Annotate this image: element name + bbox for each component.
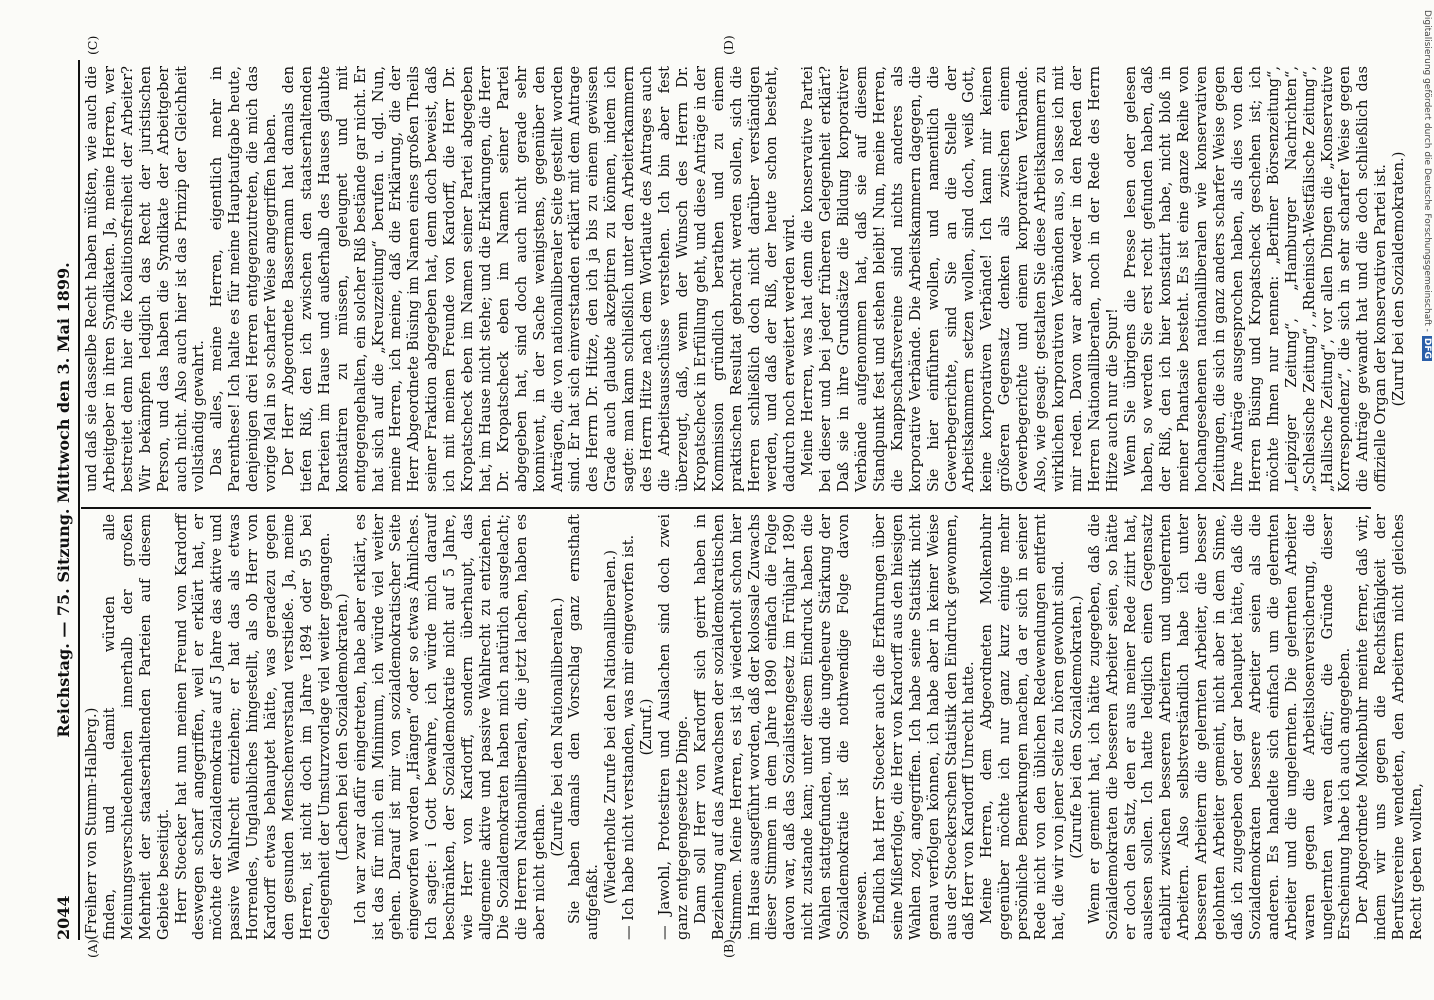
interjection: (Lachen bei den Sozialdemokraten.) bbox=[333, 593, 351, 861]
paragraph: — Jawohl, Protestiren und Auslachen sind doch zwei ganz entgegengesetzte Dinge. bbox=[656, 514, 691, 940]
interjection: (Zuruf bei den Sozialdemokraten.) bbox=[1390, 151, 1408, 407]
running-title: Reichstag. — 75. Sitzung. Mittwoch den 3. Mai 1899. bbox=[54, 262, 73, 738]
dfg-logo: DFG bbox=[1422, 337, 1432, 359]
paragraph: Herr Stoecker hat nun meinen Freund von Kardorff deswegen scharf angegriffen, weil er erklärt hat, er möchte der Sozialdemokratie auf 5 Jahre das aktive und passive Wahlrecht entziehen; er hat das als etwas Horrendes, Unglaubliches hingestellt, als ob Herr von Kardorff etwas behauptet hätte, was geradezu gegen den gesunden Menschenverstand verstieße. Ja, meine Herren, ist nicht doch im Jahre 1894 oder 95 bei Gelegenheit der Umsturzvorlage viel weiter gegangen. bbox=[172, 514, 333, 940]
paragraph: Sie haben damals den Vorschlag ganz ernsthaft aufgefaßt. bbox=[566, 514, 602, 940]
paragraph: — Ich habe nicht verstanden, was mir eingeworfen ist. bbox=[620, 534, 638, 940]
page-number: 2044 bbox=[54, 895, 73, 940]
column-divider bbox=[81, 507, 1371, 509]
paragraph: Wenn er gemeint hat, ich hätte zugegeben, daß die Sozialdemokraten die besseren Arbeiter seien, so hätte er doch den Satz, den er aus meiner Rede zitirt hat, auslesen sollen. Ich hatte lediglich einen Gegensatz etablirt zwischen besseren Arbeitern und ungelernten Arbeitern. Also selbstverständlich habe ich unter besseren Arbeitern die gelernten Arbeiter, die besser gelohnten Arbeiter gemeint, nicht aber in dem Sinne, daß ich zugegeben oder gar behauptet hätte, daß die Sozialdemokraten bessere Arbeiter seien als die anderen. Es handelte sich einfach um die gelernten Arbeiter und die ungelernten. Die gelernten Arbeiter waren gegen die Arbeitslosenversicherung, die ungelernten waren dafür; die Gründe dieser Erscheinung habe ich auch angegeben. bbox=[1085, 514, 1354, 940]
paragraph: Das alles, meine Herren, eigentlich mehr in Parenthese! Ich halte es für meine Hauptaufgabe heute, denjenigen drei Herren entgegenzutreten, die mich das vorige Mal in so scharfer Weise angegriffen haben. bbox=[208, 66, 280, 492]
paragraph: Meine Herren, was hat denn die konservative Partei bei dieser und bei jeder früheren Gelegenheit erklärt? Daß sie in ihre Grundsätze die Bildung korporativer Verbände aufgenommen hat, daß sie auf diesem Standpunkt fest und stehen bleibt! Nun, meine Herren, die Knappschaftsvereine sind nichts anderes als korporative Verbände. Die Arbeitskammern dagegen, die Sie hier einführen wollen, und namentlich die Gewerbegerichte, sind Sie an die Stelle der Arbeitskammern setzen wollen, sind doch, weiß Gott, keine korporativen Verbände! Ich kann mir keinen größeren Gegensatz denken als zwischen einem Gewerbegerichte und einem korporativen Verbande. Also, wie gesagt: gestalten Sie diese Arbeitskammern zu wirklichen korporativen Verbänden aus, so lasse ich mit mir reden. Davon war aber weder in den Reden der Herren Nationalliberalen, noch in der Rede des Herrn Hitze auch nur die Spur! bbox=[799, 66, 1121, 492]
right-column bbox=[83, 66, 1408, 492]
paragraph: Wenn Sie übrigens die Presse lesen oder gelesen haben, so werden Sie erst recht gefunden haben, daß der Riß, den ich hier konstatirt habe, nicht bloß in meiner Phantasie besteht. Es ist eine ganze Reihe von hochangesehenen nationalliberalen wie konservativen Zeitungen, die sich in ganz anders scharfer Weise gegen Ihre Anträge ausgesprochen haben, als dies von den Herren Büsing und Kropatscheck geschehen ist; ich möchte Ihnen nur nennen: „Berliner Börsenzeitung“, „Leipziger Zeitung“, „Hamburger Nachrichten“, „Schlesische Zeitung“, „Rheinisch-Westfälische Zeitung“, „Hallische Zeitung“, vor allen Dingen die „Konservative Korrespondenz“, die sich in sehr scharfer Weise gegen die Anträge gewandt hat und die doch schließlich das offizielle Organ der konservativen Partei ist. bbox=[1121, 66, 1390, 492]
paragraph: Der Herr Abgeordnete Bassermann hat damals den tiefen Riß, den ich zwischen den staatserhaltenden Parteien im Hause und außerhalb des Hauses glaubte konstatiren zu müssen, geleugnet und mit entgegengehalten, ein solcher Riß bestände gar nicht. Er hat sich auf die „Kreuzzeitung“ berufen u. dgl. Nun, meine Herren, ich meine, daß die Erklärung, die der Herr Abgeordnete Büsing im Namen eines großen Theils seiner Fraktion abgegeben hat, denn doch beweist, daß ich mit meinen Freunde von Kardorff, die Herr Dr. Kropatscheck eben im Namen seiner Partei abgegeben hat, im Hause nicht stehe; und die Erklärungen, die Herr Dr. Kropatscheck eben im Namen seiner Partei abgegeben hat, sind doch auch nicht gerade sehr konnivent, in der Sache wenigstens, gegenüber den Anträgen, die von nationalliberaler Seite gestellt worden sind. Er hat sich einverstanden erklärt mit dem Antrage des Herrn Dr. Hitze, den ich ja bis zu einem gewissen Grade auch glaubte akzeptiren zu können, indem ich sagte: man kann schließlich unter den Arbeiterkammern des Herrn Hitze nach dem Wortlaute des Antrages auch die Arbeitsausschüsse verstehen. Ich bin aber fest überzeugt, daß, wenn der Wunsch des Herrn Dr. Kropatscheck in Erfüllung geht, und diese Anträge in der Kommission gründlich berathen und zu einem praktischen Resultat gebracht werden sollen, sich die Herren schließlich doch nicht darüber verständigen werden, und daß der Riß, der heute schon besteht, dadurch noch erweitert werden wird. bbox=[279, 66, 799, 492]
header-rule bbox=[78, 60, 80, 940]
paragraph: Dann soll Herr von Kardorff sich geirrt haben in Beziehung auf das Anwachsen der sozialdemokratischen Stimmen. Meine Herren, es ist ja wiederholt schon hier im Hause ausgeführt worden, daß der kolossale Zuwachs dieser Stimmen in dem Jahre 1890 einfach die Folge davon war, daß das Sozialistengesetz im Frühjahr 1890 nicht zustande kam; unter diesem Eindruck haben die Wahlen stattgefunden, und die ungeheure Stärkung der Sozialdemokratie ist die nothwendige Folge davon gewesen. bbox=[691, 514, 870, 940]
paragraph: finden, und damit würden alle Meinungsverschiedenheiten innerhalb der großen Mehrheit der staatserhaltenden Parteien auf diesem Gebiete beseitigt. bbox=[100, 514, 172, 940]
margin-marker-b: (B) bbox=[721, 939, 736, 958]
digitization-note: Digitalisierung gefördert durch die Deutsche Forschungsgemeinschaft - bbox=[1422, 10, 1432, 332]
margin-marker-c: (C) bbox=[85, 35, 100, 55]
interjection: (Zurufe bei den Sozialdemokraten.) bbox=[1067, 595, 1085, 859]
paragraph: Meine Herren, dem Abgeordneten Molkenbuhr gegenüber möchte ich nur ganz kurz einige mehr persönliche Bemerkungen machen, da er sich in seiner Rede nicht von den üblichen Redewendungen entfernt hat, die wir von jener Seite zu hören gewohnt sind. bbox=[978, 514, 1067, 940]
margin-marker-d: (D) bbox=[721, 35, 736, 55]
left-column bbox=[83, 514, 1426, 940]
page-header bbox=[55, 60, 77, 940]
paragraph: und daß sie dasselbe Recht haben müßten, wie auch die Arbeitgeber in ihren Syndikaten. Ja, meine Herren, wer bestreitet denn hier die Koalitionsfreiheit der Arbeiter? Wir bekämpfen lediglich das Recht der juristischen Person, und das haben die Syndikate der Arbeitgeber auch nicht. Also auch hier ist das Prinzip der Gleichheit vollständig gewahrt. bbox=[83, 66, 208, 492]
paragraph: Ich war zwar dafür eingetreten, habe aber erklärt, es ist das für mich ein Minimum, ich würde viel weiter gehen. Darauf ist mir von sozialdemokratischer Seite eingeworfen worden „Hängen“ oder so etwas Ähnliches. Ich sagte: i Gott bewahre, ich würde mich darauf beschränken, der Sozialdemokratie nicht auf 5 Jahre, wie Herr von Kardorff, sondern überhaupt, das allgemeine aktive und passive Wahlrecht zu entziehen. Die Sozialdemokraten haben mich natürlich ausgelacht; die Herren Nationalliberalen, die jetzt lachen, haben es aber nicht gethan. bbox=[351, 514, 548, 940]
interjection: (Zuruf.) bbox=[638, 698, 656, 756]
paragraph: Endlich hat Herr Stoecker auch die Erfahrungen über seine Mißerfolge, die Herr von Kardorff aus den hiesigen Wahlen zog, angegriffen. Ich habe seine Statistik nicht genau verfolgen können, ich habe aber in keiner Weise aus der Stoeckerschen Statistik den Eindruck gewonnen, daß Herr von Kardorff Unrecht hatte. bbox=[870, 514, 978, 940]
interjection: (Wiederholte Zurufe bei den Nationalliberalen.) bbox=[602, 549, 620, 905]
interjection: (Zurufe bei den Nationalliberalen.) bbox=[548, 597, 566, 857]
paragraph: Der Abgeordnete Molkenbuhr meinte ferner, daß wir, indem wir uns gegen die Rechtsfähigkeit der Berufsvereine wendeten, den Arbeitern nicht gleiches Recht geben wollten, bbox=[1354, 514, 1426, 940]
digitization-credit bbox=[1418, 10, 1432, 990]
margin-marker-a: (A) bbox=[85, 939, 100, 958]
speaker-note: (Freiherr von Stumm-Halberg.) bbox=[83, 707, 100, 940]
